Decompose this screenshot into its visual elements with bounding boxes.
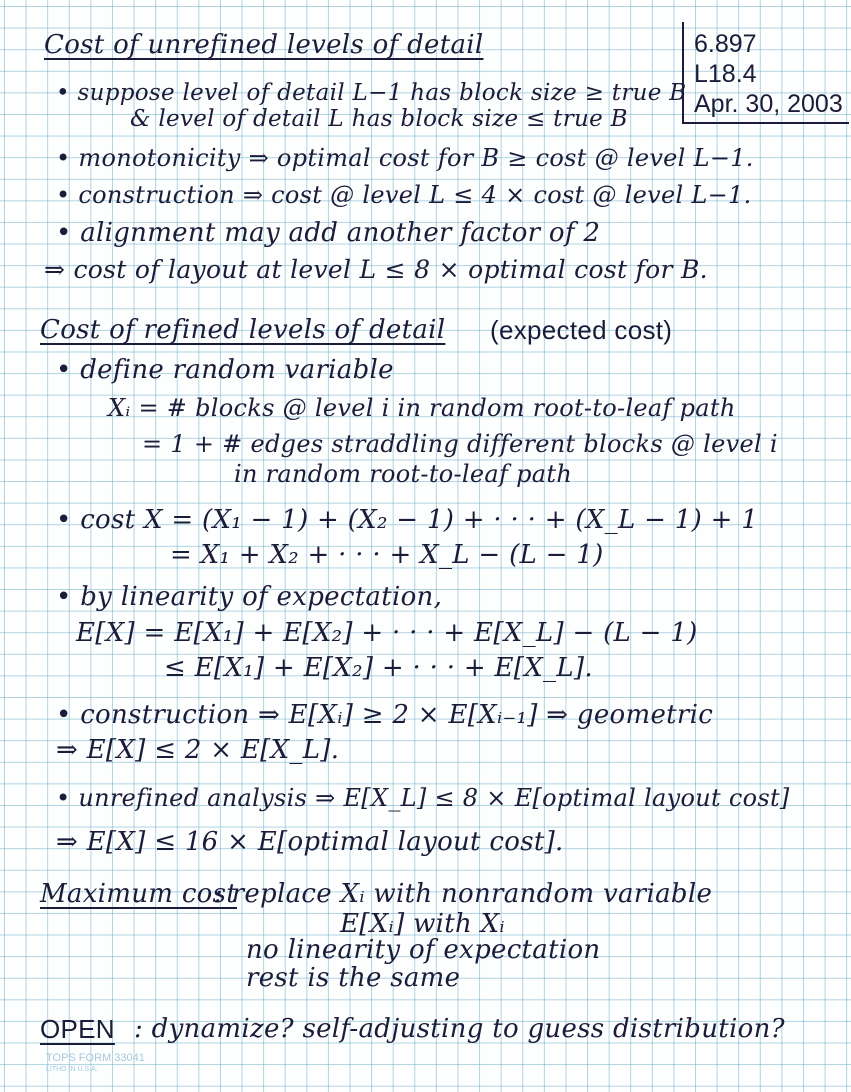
- lecture-date: Apr. 30, 2003: [694, 90, 843, 118]
- note-line: ⇒ E[X] ≤ 2 × E[X_L].: [56, 735, 340, 765]
- note-line: • construction ⇒ E[Xᵢ] ≥ 2 × E[Xᵢ₋₁] ⇒ geometric: [56, 700, 714, 730]
- note-line: ≤ E[X₁] + E[X₂] + · · · + E[X_L].: [164, 653, 593, 683]
- section-title-unrefined: Cost of unrefined levels of detail: [44, 30, 484, 60]
- note-line: • by linearity of expectation,: [56, 582, 443, 612]
- note-line: rest is the same: [246, 963, 461, 993]
- note-line: • construction ⇒ cost @ level L ≤ 4 × cost @ level L−1.: [56, 181, 752, 209]
- section-title-refined: Cost of refined levels of detail: [40, 315, 446, 345]
- lecture-page-number: L18.4: [694, 60, 757, 88]
- lecture-reference-box: [682, 22, 849, 124]
- note-line: no linearity of expectation: [246, 935, 601, 965]
- note-line: ⇒ cost of layout at level L ≤ 8 × optimal cost for B.: [44, 255, 708, 284]
- open-label: OPEN: [40, 1014, 115, 1044]
- note-line: • alignment may add another factor of 2: [56, 218, 601, 248]
- note-line: = X₁ + X₂ + · · · + X_L − (L − 1): [170, 540, 604, 570]
- section-title-maximum-cost: Maximum cost: [40, 879, 238, 909]
- note-line: • unrefined analysis ⇒ E[X_L] ≤ 8 × E[optimal layout cost]: [56, 784, 790, 812]
- note-line: • cost X = (X₁ − 1) + (X₂ − 1) + · · · + (X_L − 1) + 1: [56, 505, 759, 535]
- section-note-expected-cost: (expected cost): [490, 315, 673, 345]
- note-line: Xᵢ = # blocks @ level i in random root-to-leaf path: [108, 394, 736, 422]
- open-problem-text: : dynamize? self-adjusting to guess distribution?: [134, 1014, 785, 1044]
- note-line: in random root-to-leaf path: [234, 460, 573, 488]
- note-line: : replace Xᵢ with nonrandom variable: [214, 879, 713, 909]
- note-line: = 1 + # edges straddling different blocks @ level i: [142, 430, 778, 458]
- form-origin: LITHO IN U.S.A.: [46, 1066, 98, 1073]
- course-number: 6.897: [694, 30, 757, 58]
- note-line: ⇒ E[X] ≤ 16 × E[optimal layout cost].: [56, 827, 564, 857]
- note-line: E[X] = E[X₁] + E[X₂] + · · · + E[X_L] − (L − 1): [76, 618, 698, 648]
- form-label: TOPS FORM 33041: [46, 1052, 145, 1064]
- note-line: • suppose level of detail L−1 has block size ≥ true B: [56, 80, 687, 106]
- note-line: E[Xᵢ] with Xᵢ: [340, 909, 505, 939]
- note-line: • monotonicity ⇒ optimal cost for B ≥ cost @ level L−1.: [56, 144, 754, 172]
- note-line: & level of detail L has block size ≤ true B: [130, 106, 628, 132]
- note-line: • define random variable: [56, 355, 394, 385]
